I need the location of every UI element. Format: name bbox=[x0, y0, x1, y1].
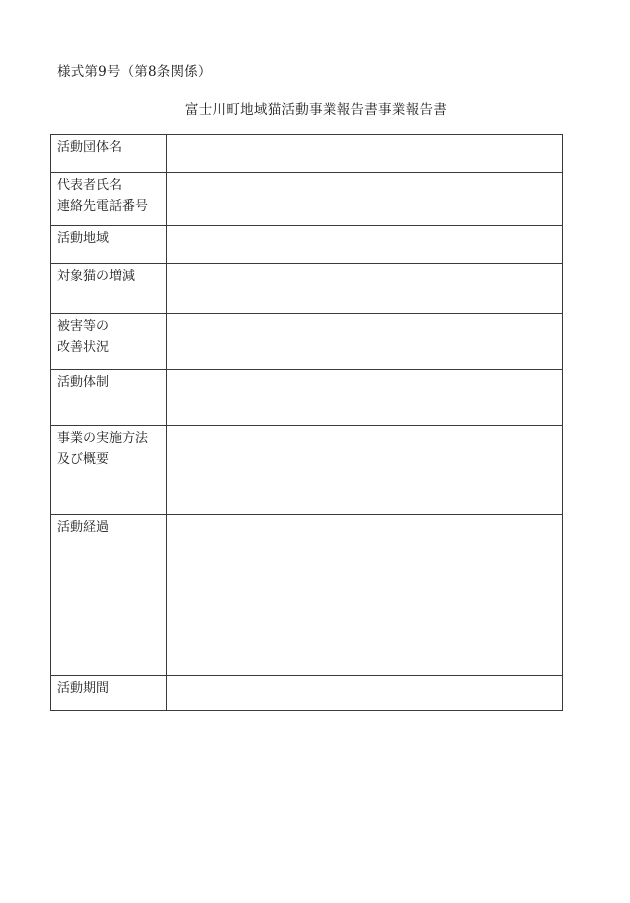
label-line: 活動体制 bbox=[57, 375, 110, 390]
label-implementation-method bbox=[51, 426, 167, 515]
field-activity-progress[interactable] bbox=[167, 515, 563, 676]
row-damage-improvement bbox=[51, 314, 563, 370]
field-activity-period[interactable] bbox=[167, 676, 563, 711]
label-line: 活動団体名 bbox=[57, 140, 123, 155]
field-cat-count-change[interactable] bbox=[167, 264, 563, 314]
row-representative-contact bbox=[51, 173, 563, 226]
row-implementation-method bbox=[51, 426, 563, 515]
row-activity-period bbox=[51, 676, 563, 711]
field-representative-contact[interactable] bbox=[167, 173, 563, 226]
field-damage-improvement[interactable] bbox=[167, 314, 563, 370]
label-activity-area bbox=[51, 226, 167, 264]
label-line: 対象猫の増減 bbox=[57, 269, 136, 284]
row-activity-structure bbox=[51, 370, 563, 426]
label-activity-period bbox=[51, 676, 167, 711]
label-damage-improvement bbox=[51, 314, 167, 370]
label-activity-progress bbox=[51, 515, 167, 676]
form-number: 様式第9号（第8条関係） bbox=[57, 64, 212, 80]
label-line: 被害等の bbox=[57, 319, 110, 334]
report-form-table bbox=[50, 134, 563, 711]
label-cat-count-change bbox=[51, 264, 167, 314]
label-line: 事業の実施方法 bbox=[57, 431, 149, 446]
label-line: 連絡先電話番号 bbox=[57, 199, 149, 214]
label-line: 活動経過 bbox=[57, 520, 110, 535]
row-cat-count-change bbox=[51, 264, 563, 314]
row-activity-progress bbox=[51, 515, 563, 676]
field-activity-area[interactable] bbox=[167, 226, 563, 264]
label-line: 代表者氏名 bbox=[57, 178, 123, 193]
row-organization-name bbox=[51, 135, 563, 173]
document-title: 富士川町地域猫活動事業報告書事業報告書 bbox=[184, 102, 448, 118]
row-activity-area bbox=[51, 226, 563, 264]
label-line: 改善状況 bbox=[57, 340, 110, 355]
label-activity-structure bbox=[51, 370, 167, 426]
label-line: 活動地域 bbox=[57, 231, 110, 246]
label-line: 及び概要 bbox=[57, 452, 110, 467]
label-line: 活動期間 bbox=[57, 681, 110, 696]
label-representative-contact bbox=[51, 173, 167, 226]
field-organization-name[interactable] bbox=[167, 135, 563, 173]
field-implementation-method[interactable] bbox=[167, 426, 563, 515]
field-activity-structure[interactable] bbox=[167, 370, 563, 426]
label-organization-name bbox=[51, 135, 167, 173]
